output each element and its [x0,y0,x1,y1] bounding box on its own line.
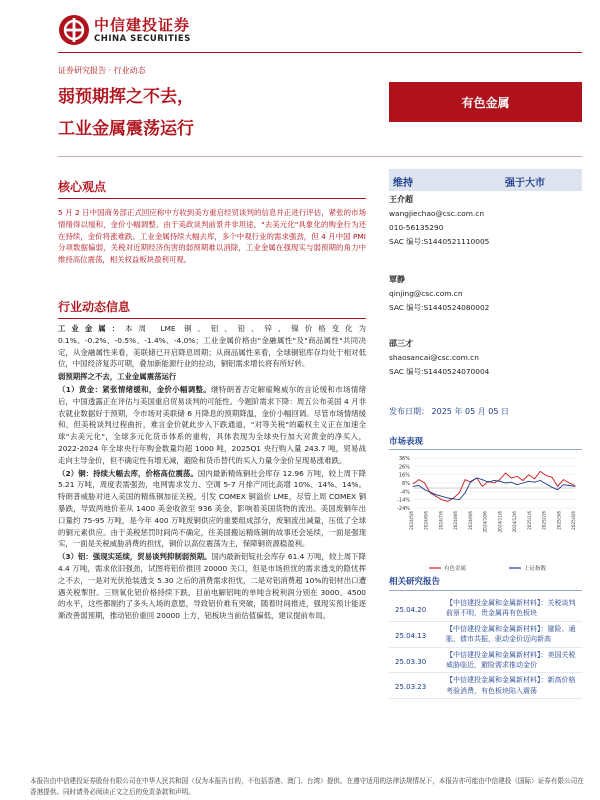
report-type: 证券研究报告 · 行业动态 [58,66,146,75]
chart-point [557,489,558,490]
market-divider [389,449,582,450]
chart-point [575,486,576,487]
chart-point [534,478,535,479]
analyst-email[interactable]: qinjing@csc.com.cn [389,289,463,298]
chart-point [453,498,454,499]
analyst-sac: SAC 编号:S1440524070004 [389,367,490,376]
chart-y-tick-label: 36% [398,456,410,462]
chart-point [540,471,541,472]
related-date: 25.04.20 [395,606,427,614]
aluminum-text: 国内最新铝锭社会库存 61.4 万吨，较上周下降 4.4 万吨，需求依旧强劲，试图将铝价推回 20000 关口，但是市场担忧的需求透支的隐忧挥之不去，一是对光伏抢装透支 5.30 之后的消费需求担忧，二是对铝消费超 10%的铝材出口遭遇关税掣肘。三则氧化铝价格持续下跌，目前电解铝吨的单吨含税利润分别在 3000、4500 的水平，这些都制约了多头入场的意愿，导致铝价难有突破，随着时间推进，强现实预计能逐渐改善弱预期，推动铝价重回 20000 上方，铝板块当前估值偏低，建议提前布局。 [58,552,366,621]
chart-x-tick-label: 2024/10/6 [482,511,488,533]
industry-badge: 有色金属 [389,82,582,122]
chart-x-tick-label: 2024/6/6 [423,511,429,530]
chart-y-tick-label: -14% [397,497,410,504]
industrial-metal-text: 本周 LME 铜、铝、铅、锌、镍价格变化为 0.1%、-0.2%、-0.5%、-1.4%、-4.0%；工业金属价格由"金融属性"及"商品属性"共同决定，从金融属性来看，美联储已开启降息周期；从商品属性来看，全球铜铝库存均处于相对低位，中国经济复苏可期，叠加新能源行业的拉动，铜铝需求增长将有所好转。 [58,324,366,369]
chart-point [470,481,471,482]
related-divider [389,590,582,591]
dynamics-body [58,323,366,623]
chart-x-tick-label: 2025/2/6 [541,511,547,530]
chart-x-tick-label: 2024/7/6 [438,511,444,530]
chart-point [476,478,477,479]
chart-y-tick-label: -4% [400,489,410,496]
copper-text: 国内最新精炼铜社会库存 12.96 万吨，较上周下降 5.21 万吨，周度表需强劲，电网需求发力、空调 5-7 月排产同比高增 10%、14%、14%。特朗普威胁对进入美国的精炼铜加征关税，引发 COMEX 铜溢价 LME，尽管上周 COMEX 铜暴跌，导致两地价差从 1400 美金收敛至 936 美金，影响着美国货物的流出。美国废铜年出口量约 75-95 万吨，是今年 400 万吨废铜供应的重要组成部分，废铜流出减量，压低了全球的铜元素供应。由于美税惩罚时间尚不确定，往美国搬运精炼铜的故事还会延续，一面是强现实，一面是关税威胁消费的担忧，铜价以高位震荡为主，保障铜资源稳盈利。 [58,468,366,549]
chart-point [465,479,466,480]
chart-point [557,486,558,487]
copper-paragraph [58,468,366,551]
market-chart [389,452,582,577]
chart-point [459,493,460,494]
chart-point [511,478,512,479]
core-view-divider [58,198,366,199]
chart-x-tick-label: 2024/8/6 [453,511,459,530]
analyst-card [389,193,489,249]
chart-point [494,480,495,481]
rating-value: 强于大市 [505,178,545,189]
chart-series-line [413,478,575,500]
chart-point [575,485,576,486]
chart-point [523,483,524,484]
list-item[interactable] [389,673,582,699]
related-date: 25.03.30 [395,657,427,666]
list-item[interactable] [389,596,582,622]
disclaimer: 本报告由中信建投证券股份有限公司在中华人民共和国（仅为本报告目的，不包括香港、澳门、台湾）提供。在遵守适用的法律法规情况下，本报告亦可能由中信建投（国际）证券有限公司在香港提供。同时请务必阅读正文之后的免责条款和声明。 [30,777,584,796]
gold-text: 继特朗普否定解雇鲍威尔的言论缓和市场情绪后，中国透露正在评估与美国重启贸易谈判的可能性。今题阶需求下降：周五公布美国 4 月非农就业数据好于预期，令市场对美联储 6 月降息的预期降温，金价小幅回调。尽管市场情绪缓和，但美税谈判过程曲折，难言金价就此步入下跌通道，"对等关税"的霸权主义正在加速全球"去美元化"，全球多元化货币体系的重构，具体表现为全球央行加大对黄金的净买入，2022-2024 年全球央行年购金数量均超 1000 吨，2025Q1 央行购入量 243.7 吨，贸易战走向主导金价，但不确定性有增无减，避险和货币替代的买入力量令金价呈现易涨难跌。 [58,384,366,465]
publish-date: 发布日期： 2025 年 05 月 05 日 [389,407,509,416]
core-view-text: 5 月 2 日中国商务部正式回应称中方收到美方重启经贸谈判的信息并正进行评估，紧张的市场情绪得以缓和，金价小幅调整。由于美政谈判前景并非坦途，"去美元化"具象化的购金行为还在持续，金价将涨难跌。工业金属持续大幅去库，多个中观行业的需求强劲，但 4 月中国 PMI 分项数据偏弱，关税对近期经济伤害的弱预期难以消除，工业金属在强现实与弱预期的角力中维持高位震荡，相关权益板块盈利可观。 [58,208,366,265]
chart-point [499,479,500,480]
chart-point [436,496,437,497]
analyst-sac: SAC 编号:S1440524080002 [389,303,490,312]
chart-point [523,480,524,481]
chart-point [551,477,552,478]
chart-point [459,499,460,500]
dynamics-divider [58,318,366,319]
list-item[interactable] [389,648,582,674]
chart-x-tick-label: 2024/9/6 [467,511,473,530]
chart-point [447,498,448,499]
analyst-email[interactable]: wangjiechao@csc.com.cn [389,209,484,218]
related-date: 25.04.13 [395,631,427,640]
chart-point [528,474,529,475]
title-divider [58,156,582,157]
company-logo [58,12,228,52]
chart-point [546,475,547,476]
chart-point [546,483,547,484]
company-name-cn: 中信建投证券 [94,16,191,34]
header-divider [58,52,582,53]
rating-bar [389,169,582,191]
chart-point [436,494,437,495]
chart-point [511,482,512,483]
report-title-line2: 工业金属震荡运行 [58,119,194,139]
chart-point [442,496,443,497]
chart-point [430,492,431,493]
analyst-phone: 010-56135290 [389,223,444,232]
chart-x-tick-label: 2025/1/6 [526,511,532,530]
chart-y-tick-label: -24% [397,506,410,512]
chart-point [453,498,454,499]
chart-point [413,483,414,484]
chart-point [517,476,518,477]
chart-point [465,493,466,494]
chart-x-tick-label: 2025/3/6 [556,511,562,530]
report-title-line1: 弱预期挥之不去， [58,87,194,107]
chart-y-tick-label: 26% [398,464,410,471]
chart-point [413,486,414,487]
analyst-card [389,273,489,315]
chart-point [418,479,419,480]
sub-heading: 弱预期挥之不去，工业金属震荡运行 [58,372,177,382]
aluminum-paragraph [58,551,366,622]
analyst-sac: SAC 编号:S1440521110005 [389,237,490,246]
related-title[interactable]: 【中信建投金属和金属新材料】：新高价格考验消费，有色板块陷入震荡 [446,676,576,695]
list-item[interactable] [389,622,582,648]
copper-label: （2）铜：持续大幅去库，价格高位震荡。 [58,468,198,478]
chart-x-tick-label: 2024/11/6 [497,511,503,533]
gold-paragraph [58,384,366,467]
chart-point [418,485,419,486]
analyst-card [389,337,489,379]
related-heading: 相关研究报告 [389,577,441,587]
chart-point [540,480,541,481]
chart-point [505,473,506,474]
analyst-name: 覃静 [389,275,405,284]
chart-point [505,483,506,484]
chart-point [569,483,570,484]
chart-point [482,479,483,480]
chart-x-tick-label: 2024/12/6 [512,511,518,533]
core-view-heading: 核心观点 [58,180,107,194]
chart-y-tick-label: 6% [402,481,410,487]
analyst-email[interactable]: shaosancai@csc.com.cn [389,353,479,362]
chart-point [563,484,564,485]
related-title[interactable]: 【中信建投金属和金属新材料】：避险、通胀、债市共振，驱动金价迈向新高 [446,624,576,644]
chart-point [494,483,495,484]
dynamics-heading: 行业动态信息 [58,300,131,314]
rating-action: 维持 [393,178,413,189]
chart-point [482,486,483,487]
chart-x-tick-label: 2024/5/6 [409,511,414,530]
chart-point [534,482,535,483]
market-chart-svg [389,452,582,577]
gold-label: （1）黄金：紧张情绪缓和，金价小幅调整。 [58,384,212,394]
industrial-metal-label: 工业金属： [58,324,126,333]
related-reports-list [389,596,582,699]
legend-label: 有色金属 [444,566,467,572]
related-date: 25.03.23 [395,683,427,692]
chart-y-tick-label: 16% [398,472,410,479]
csc-logo-icon [58,14,90,46]
chart-point [517,484,518,485]
chart-x-tick-label: 2025/4/6 [571,511,576,530]
chart-point [424,489,425,490]
market-heading: 市场表现 [389,437,424,447]
company-name-en: CHINA SECURITIES [94,34,191,44]
chart-point [551,487,552,488]
chart-point [424,483,425,484]
chart-point [447,501,448,502]
chart-point [563,479,564,480]
legend-label: 上证指数 [524,566,547,572]
chart-point [528,481,529,482]
chart-point [499,481,500,482]
industrial-metal-paragraph [58,323,366,370]
analyst-name: 邵三才 [389,339,413,348]
related-title[interactable]: 【中信建投金属和金属新材料】：关税谈判前景不明，贵金属再有色板块 [446,599,576,618]
chart-point [488,482,489,483]
chart-point [569,485,570,486]
aluminum-label: （3）铝：强现实延续，贸易谈判抑制弱预期。 [58,552,212,562]
related-title[interactable]: 【中信建投金属和金属新材料】：美国关税威胁临近，避险需求推动金价 [446,650,576,670]
chart-point [442,499,443,500]
analyst-name: 王介超 [389,195,413,204]
